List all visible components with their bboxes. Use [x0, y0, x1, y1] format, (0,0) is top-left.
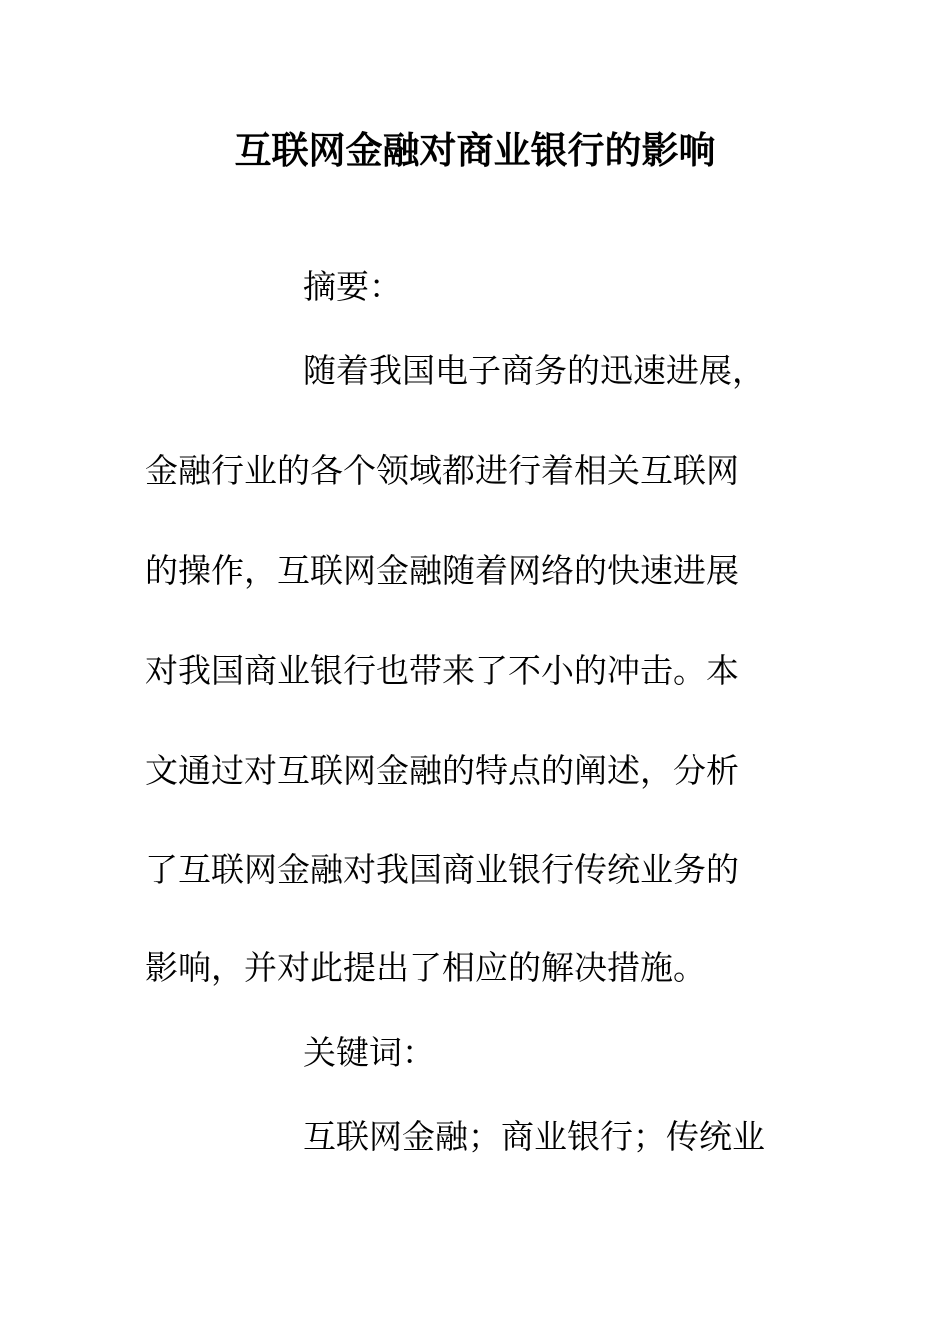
- abstract-heading: 摘要：: [303, 267, 402, 306]
- abstract-line-2: 金融行业的各个领域都进行着相关互联网: [145, 451, 739, 490]
- document-title: 互联网金融对商业银行的影响: [234, 128, 716, 172]
- abstract-line-4: 对我国商业银行也带来了不小的冲击。本: [145, 651, 739, 690]
- abstract-line-3: 的操作，互联网金融随着网络的快速进展: [145, 551, 739, 590]
- abstract-line-6: 了互联网金融对我国商业银行传统业务的: [145, 850, 739, 889]
- keywords-line: 互联网金融；商业银行；传统业: [303, 1117, 765, 1156]
- abstract-line-7: 影响，并对此提出了相应的解决措施。: [145, 948, 706, 987]
- abstract-line-1: 随着我国电子商务的迅速进展，: [303, 351, 765, 390]
- keywords-heading: 关键词：: [303, 1033, 435, 1072]
- abstract-line-5: 文通过对互联网金融的特点的阐述，分析: [145, 751, 739, 790]
